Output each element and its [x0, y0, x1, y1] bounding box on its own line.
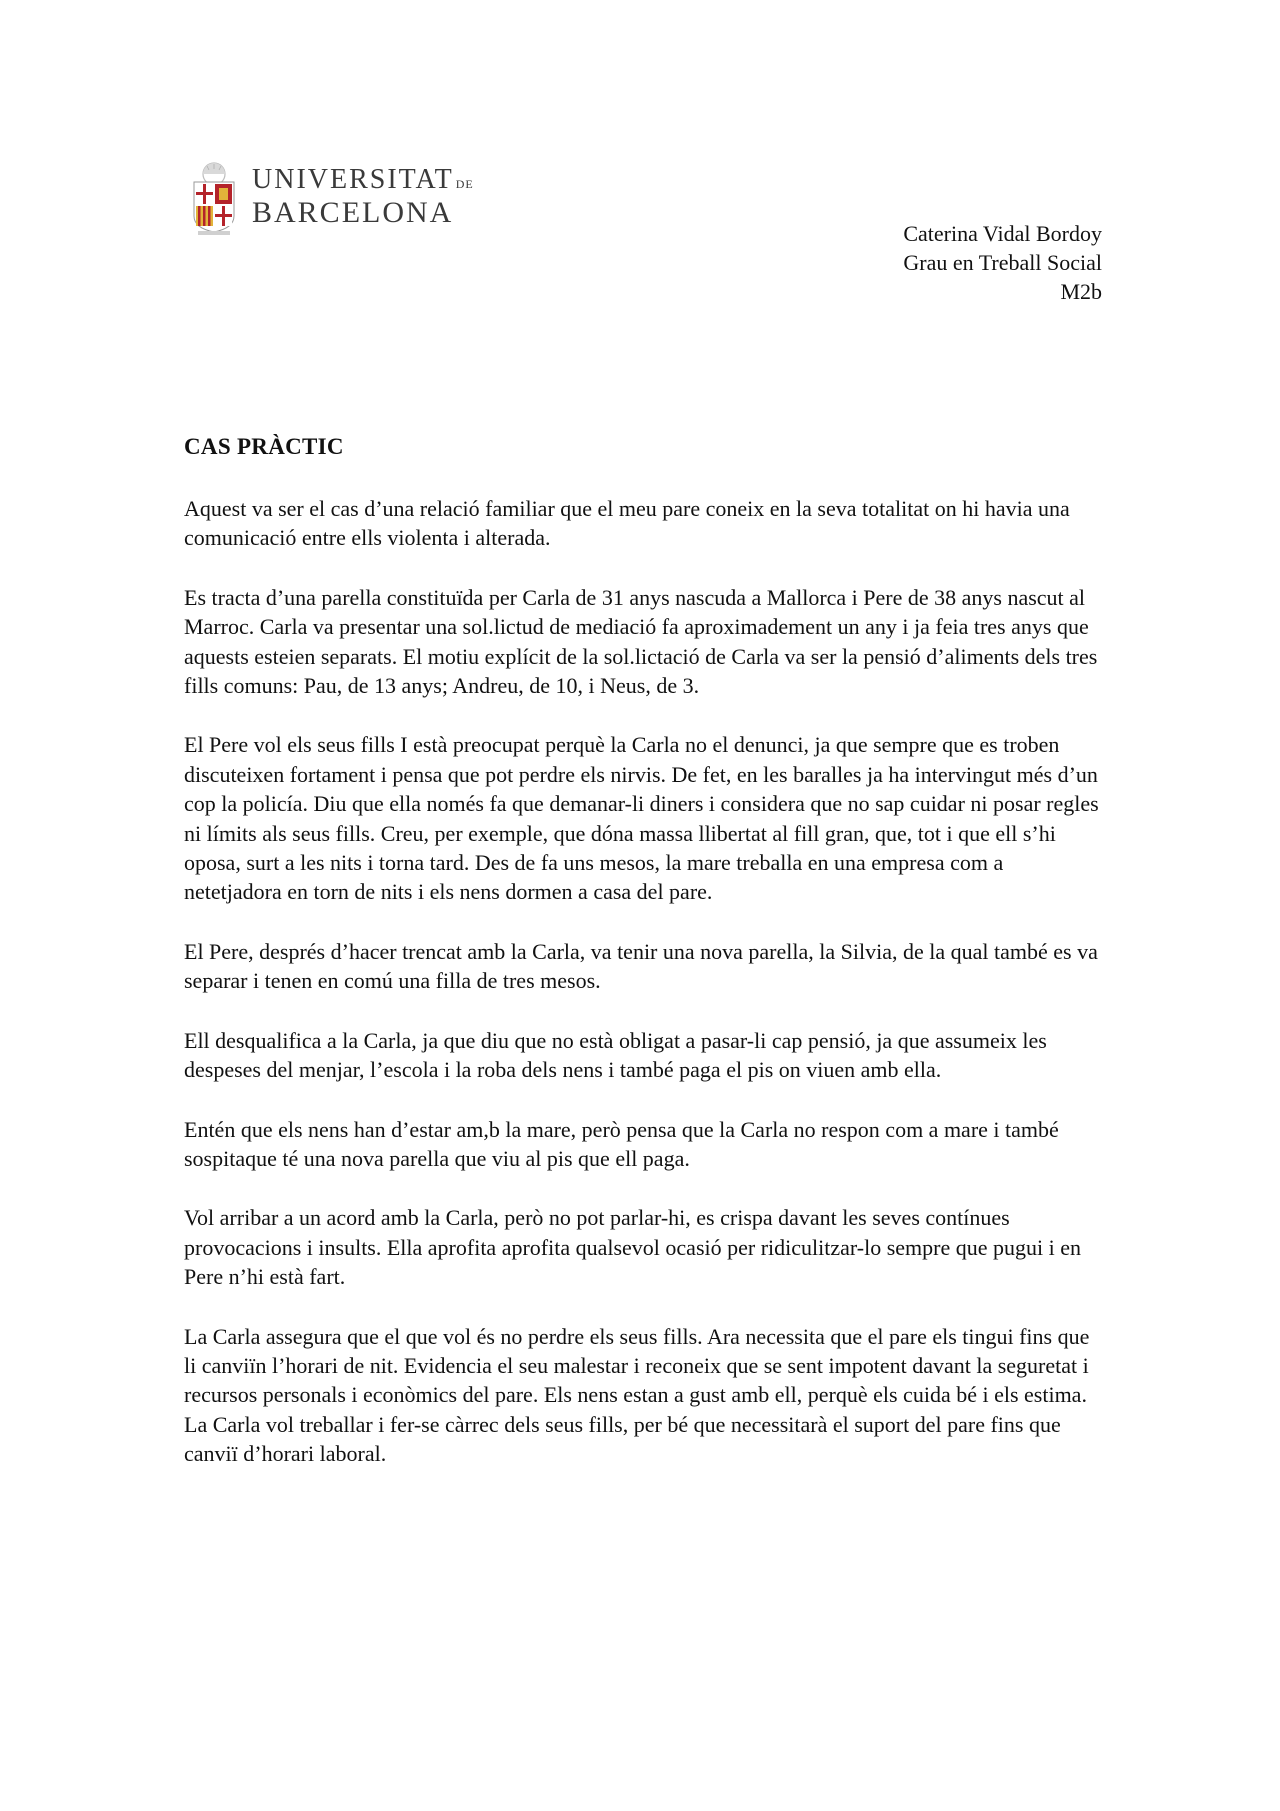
paragraph: Ell desqualifica a la Carla, ja que diu que no està obligat a pasar-li cap pensió, ja que assumeix les despeses del menjar, l’escola i la roba dels nens i també paga el pis on viuen amb ella. [184, 1027, 1047, 1083]
author-block [903, 219, 1102, 306]
paragraph: El Pere, després d’hacer trencat amb la Carla, va tenir una nova parella, la Silvia, de la qual també es va separar i tenen en comú una filla de tres mesos. [184, 938, 1098, 994]
document-body [184, 494, 1104, 1499]
logo-text-line2: BARCELONA [252, 196, 454, 229]
author-name: Caterina Vidal Bordoy [903, 221, 1102, 246]
paragraph: Es tracta d’una parella constituïda per Carla de 31 anys nascuda a Mallorca i Pere de 38 anys nascut al Marroc. Carla va presentar una sol.lictud de mediació fa aproximadement un any i ja feia tres anys que aquests esteien separats. El motiu explícit de la sol.lictació de Carla va ser la pensió d’aliments dels tres fills comuns: Pau, de 13 anys; Andreu, de 10, i Neus, de 3. [184, 584, 1098, 699]
paragraph: La Carla assegura que el que vol és no perdre els seus fills. Ara necessita que el pare els tingui fins que li canviïn l’horari de nit. Evidencia el seu malestar i reconeix que se sent impotent davant la seguretat i recursos personals i econòmics del pare. Els nens estan a gust amb ell, perquè els cuida bé i els estima. La Carla vol treballar i fer-se càrrec dels seus fills, per bé que necessitarà el suport del pare fins que canviï d’horari laboral. [184, 1323, 1090, 1467]
logo-text-line1: UNIVERSITAT [252, 164, 454, 195]
paragraph: Vol arribar a un acord amb la Carla, però no pot parlar-hi, es crispa davant les seves contínues provocacions i insults. Ella aprofita aprofita qualsevol ocasió per ridiculitzar-lo sempre que pugui i en Pere n’hi està fart. [184, 1205, 1082, 1290]
author-group: M2b [1060, 279, 1102, 304]
university-wordmark [252, 166, 474, 228]
paragraph: El Pere vol els seus fills I està preocupat perquè la Carla no el denunci, ja que sempre que es troben discuteixen fortament i pensa que pot perdre els nirvis. De fet, en les baralles ja ha intervingut més d’un cop la policía. Diu que ella només fa que demanar-li diners i considera que no sap cuidar ni posar regles ni límits als seus fills. Creu, per exemple, que dóna massa llibertat al fill gran, que, tot i que ell s’hi oposa, surt a les nits i torna tard. Des de fa uns mesos, la mare treballa en una empresa com a netetjadora en torn de nits i els nens dormen a casa del pare. [184, 732, 1099, 905]
logo-text-de: DE [455, 177, 474, 191]
author-program: Grau en Treball Social [903, 250, 1102, 275]
university-logo [188, 160, 488, 236]
university-seal-icon [188, 160, 240, 236]
document-title: CAS PRÀCTIC [184, 434, 344, 459]
paragraph: Entén que els nens han d’estar am,b la mare, però pensa que la Carla no respon com a mare i també sospitaque té una nova parella que viu al pis que ell paga. [184, 1116, 1059, 1171]
paragraph: Aquest va ser el cas d’una relació familiar que el meu pare coneix en la seva totalitat on hi havia una comunicació entre ells violenta i alterada. [184, 496, 1070, 551]
